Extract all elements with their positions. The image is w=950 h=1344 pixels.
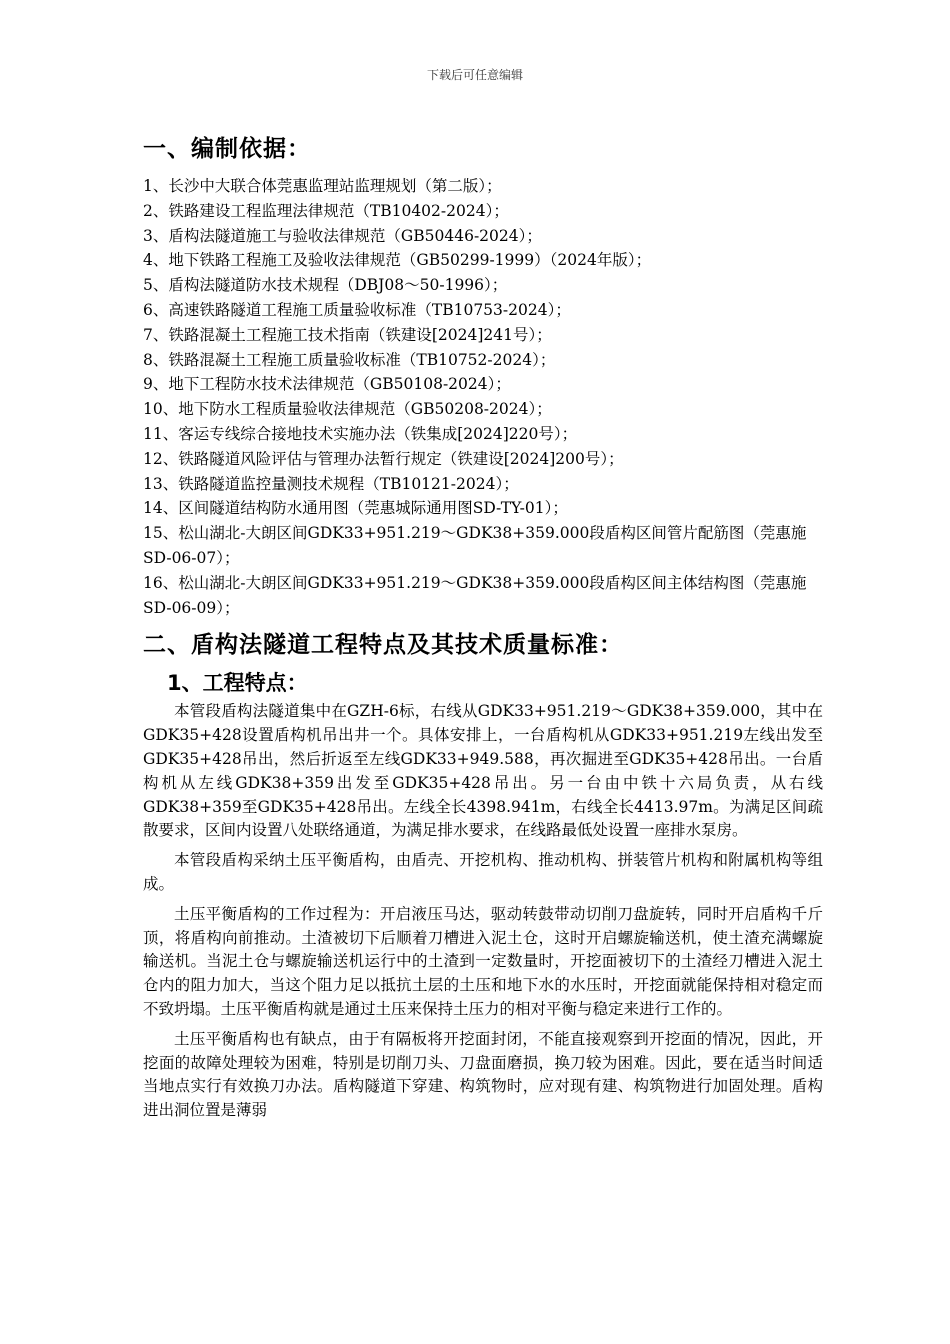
list-item: 9、地下工程防水技术法律规范（GB50108-2024）； xyxy=(143,375,511,394)
list-item: 4、地下铁路工程施工及验收法律规范（GB50299-1999）（2024年版）； xyxy=(143,251,652,270)
list-item: 15、松山湖北-大朗区间GDK33+951.219～GDK38+359.000段盾构区间管片配筋图（莞惠施SD-06-07）； xyxy=(143,524,807,567)
paragraph: 土压平衡盾构的工作过程为：开启液压马达，驱动转鼓带动切削刀盘旋转，同时开启盾构千斤顶，将盾构向前推动。土渣被切下后顺着刀槽进入泥土仓，这时开启螺旋输送机，使土渣充满螺旋输送机。当泥土仓与螺旋输送机运行中的土渣到一定数量时，开挖面被切下的土渣经刀槽进入泥土仓内的阻力加大，当这个阻力足以抵抗土层的土压和地下水的水压时，开挖面就能保持相对稳定而不致坍塌。土压平衡盾构就是通过土压来保持土压力的相对平衡与稳定来进行工作的。 xyxy=(143,904,823,1018)
paragraph: 本管段盾构法隧道集中在GZH-6标，右线从GDK33+951.219～GDK38+359.000，其中在GDK35+428设置盾构机吊出井一个。具体安排上，一台盾构机从GDK33+951.219左线出发至GDK35+428吊出，然后折返至左线GDK33+949.588，再次掘进至GDK35+428吊出。一台盾构机从左线GDK38+359出发至GDK35+428吊出。另一台由中铁十六局负责，从右线GDK38+359至GDK35+428吊出。左线全长4398.941m，右线全长4413.97m。为满足区间疏散要求，区间内设置八处联络通道，为满足排水要求，在线路最低处设置一座排水泵房。 xyxy=(143,702,823,840)
list-item: 3、盾构法隧道施工与验收法律规范（GB50446-2024）； xyxy=(143,226,542,245)
list-item: 7、铁路混凝土工程施工技术指南（铁建设[2024]241号）； xyxy=(143,325,552,344)
list-item: 6、高速铁路隧道工程施工质量验收标准（TB10753-2024）； xyxy=(143,300,571,319)
list-item: 2、铁路建设工程监理法律规范（TB10402-2024）； xyxy=(143,201,509,220)
list-item: 14、区间隧道结构防水通用图（莞惠城际通用图SD-TY-01）； xyxy=(143,499,568,518)
paragraph: 本管段盾构采纳土压平衡盾构，由盾壳、开挖机构、推动机构、拼装管片机构和附属机构等组成。 xyxy=(143,851,823,893)
list-item: 10、地下防水工程质量验收法律规范（GB50208-2024）； xyxy=(143,400,552,419)
list-item: 8、铁路混凝土工程施工质量验收标准（TB10752-2024）； xyxy=(143,350,556,369)
list-item: 11、客运专线综合接地技术实施办法（铁集成[2024]220号）； xyxy=(143,424,578,443)
subsection-title: 1、工程特点： xyxy=(167,671,308,696)
section-2-title: 二、盾构法隧道工程特点及其技术质量标准： xyxy=(143,632,623,659)
document-page xyxy=(143,128,823,1129)
reference-list xyxy=(143,174,823,620)
list-item: 5、盾构法隧道防水技术规程（DBJ08～50-1996）； xyxy=(143,276,508,295)
section-1-title: 一、编制依据： xyxy=(143,136,311,162)
list-item: 13、铁路隧道监控量测技术规程（TB10121-2024）； xyxy=(143,474,519,493)
paragraph: 土压平衡盾构也有缺点，由于有隔板将开挖面封闭，不能直接观察到开挖面的情况，因此，开挖面的故障处理较为困难，特别是切削刀头、刀盘面磨损，换刀较为困难。因此，要在适当时间适当地点实行有效换刀办法。盾构隧道下穿建、构筑物时，应对现有建、构筑物进行加固处理。盾构进出洞位置是薄弱 xyxy=(143,1029,823,1120)
list-item: 1、长沙中大联合体莞惠监理站监理规划（第二版）； xyxy=(143,177,502,195)
list-item: 12、铁路隧道风险评估与管理办法暂行规定（铁建设[2024]200号）； xyxy=(143,449,624,468)
list-item: 16、松山湖北-大朗区间GDK33+951.219～GDK38+359.000段盾构区间主体结构图（莞惠施SD-06-09）； xyxy=(143,573,807,617)
header-note: 下载后可任意编辑 xyxy=(426,68,523,82)
